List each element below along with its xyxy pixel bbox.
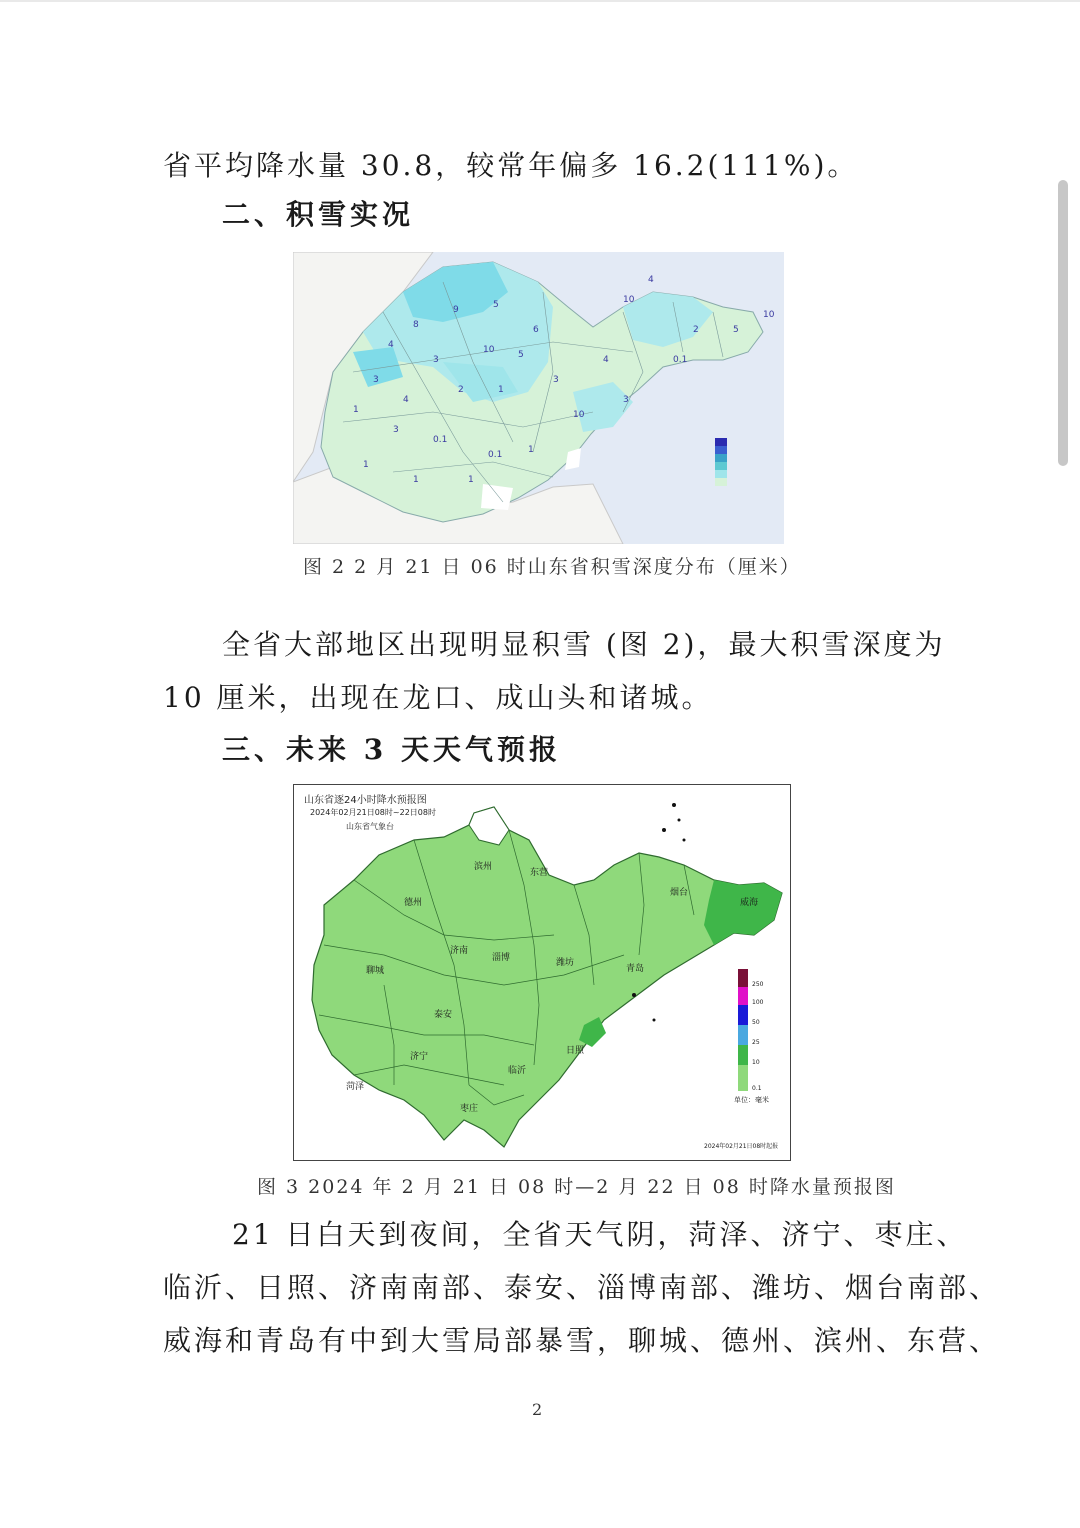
top-rule bbox=[0, 0, 1080, 2]
legend-unit: 单位：毫米 bbox=[734, 1096, 769, 1104]
paragraph-2-line-1: 全省大部地区出现明显积雪 (图 2)，最大积雪深度为 bbox=[222, 628, 946, 661]
svg-text:1: 1 bbox=[353, 405, 359, 415]
city-label: 德州 bbox=[404, 898, 423, 908]
city-label: 烟台 bbox=[670, 888, 689, 898]
figure-3-caption: 图 3 2024 年 2 月 21 日 08 时—2 月 22 日 08 时降水量预报图 bbox=[257, 1176, 896, 1198]
svg-text:10: 10 bbox=[483, 345, 495, 355]
svg-text:2: 2 bbox=[458, 385, 464, 395]
precip-forecast-map bbox=[293, 784, 791, 1161]
section-3-heading: 三、未来 3 天天气预报 bbox=[222, 733, 561, 766]
page-number: 2 bbox=[532, 1400, 543, 1419]
city-label: 东营 bbox=[530, 868, 549, 878]
svg-text:1: 1 bbox=[528, 445, 534, 455]
city-label: 枣庄 bbox=[460, 1104, 479, 1114]
svg-text:2: 2 bbox=[693, 325, 699, 335]
svg-text:5: 5 bbox=[493, 300, 499, 310]
svg-text:10: 10 bbox=[573, 410, 585, 420]
city-label: 滨州 bbox=[474, 862, 493, 872]
map-subtitle: 2024年02月21日08时~22日08时 bbox=[310, 808, 436, 817]
city-label: 济宁 bbox=[410, 1052, 429, 1062]
scrollbar[interactable] bbox=[1058, 180, 1068, 466]
legend-label: 10 bbox=[752, 1059, 760, 1066]
svg-text:3: 3 bbox=[373, 375, 379, 385]
svg-text:4: 4 bbox=[403, 395, 409, 405]
svg-text:3: 3 bbox=[393, 425, 399, 435]
svg-text:10: 10 bbox=[763, 310, 775, 320]
svg-text:1: 1 bbox=[498, 385, 504, 395]
svg-text:4: 4 bbox=[388, 340, 394, 350]
legend-label: 25 bbox=[752, 1039, 760, 1046]
svg-text:5: 5 bbox=[518, 350, 524, 360]
svg-text:0.1: 0.1 bbox=[673, 355, 688, 365]
map-issued: 2024年02月21日08时起报 bbox=[704, 1143, 779, 1150]
svg-text:0.1: 0.1 bbox=[488, 450, 503, 460]
paragraph-2-line-2: 10 厘米，出现在龙口、成山头和诸城。 bbox=[163, 681, 713, 714]
map-title: 山东省逐24小时降水预报图 bbox=[304, 795, 427, 806]
paragraph-1-end: 省平均降水量 30.8，较常年偏多 16.2(111%)。 bbox=[163, 149, 859, 182]
paragraph-3-line-1: 21 日白天到夜间，全省天气阴，菏泽、济宁、枣庄、 bbox=[232, 1218, 968, 1251]
svg-text:0.1: 0.1 bbox=[433, 435, 448, 445]
svg-text:10: 10 bbox=[623, 295, 635, 305]
svg-text:3: 3 bbox=[623, 395, 629, 405]
svg-text:6: 6 bbox=[533, 325, 539, 335]
city-label: 济南 bbox=[450, 946, 469, 956]
svg-text:1: 1 bbox=[413, 475, 419, 485]
svg-text:5: 5 bbox=[733, 325, 739, 335]
map-agency: 山东省气象台 bbox=[346, 822, 394, 831]
paragraph-3-line-2: 临沂、日照、济南南部、泰安、淄博南部、潍坊、烟台南部、 bbox=[163, 1271, 1001, 1304]
city-label: 泰安 bbox=[434, 1010, 453, 1020]
paragraph-3-line-3: 威海和青岛有中到大雪局部暴雪，聊城、德州、滨州、东营、 bbox=[163, 1324, 1001, 1357]
svg-text:3: 3 bbox=[433, 355, 439, 365]
svg-text:3: 3 bbox=[553, 375, 559, 385]
snow-depth-map bbox=[293, 252, 784, 544]
legend-label: 100 bbox=[752, 999, 764, 1006]
city-label: 青岛 bbox=[626, 964, 645, 974]
svg-text:1: 1 bbox=[468, 475, 474, 485]
svg-text:8: 8 bbox=[413, 320, 419, 330]
legend-label: 0.1 bbox=[752, 1085, 762, 1092]
section-2-heading: 二、积雪实况 bbox=[222, 198, 415, 231]
city-label: 菏泽 bbox=[346, 1082, 365, 1092]
svg-text:9: 9 bbox=[453, 305, 459, 315]
city-label: 淄博 bbox=[492, 953, 511, 963]
svg-text:1: 1 bbox=[363, 460, 369, 470]
city-label: 日照 bbox=[566, 1046, 585, 1056]
city-label: 潍坊 bbox=[556, 958, 575, 968]
svg-text:4: 4 bbox=[603, 355, 609, 365]
svg-text:4: 4 bbox=[648, 275, 654, 285]
city-label: 威海 bbox=[740, 898, 759, 908]
city-label: 临沂 bbox=[508, 1066, 527, 1076]
legend-label: 50 bbox=[752, 1019, 760, 1026]
city-label: 聊城 bbox=[366, 966, 385, 976]
figure-2-caption: 图 2 2 月 21 日 06 时山东省积雪深度分布（厘米） bbox=[303, 556, 801, 578]
legend-label: 250 bbox=[752, 981, 764, 988]
